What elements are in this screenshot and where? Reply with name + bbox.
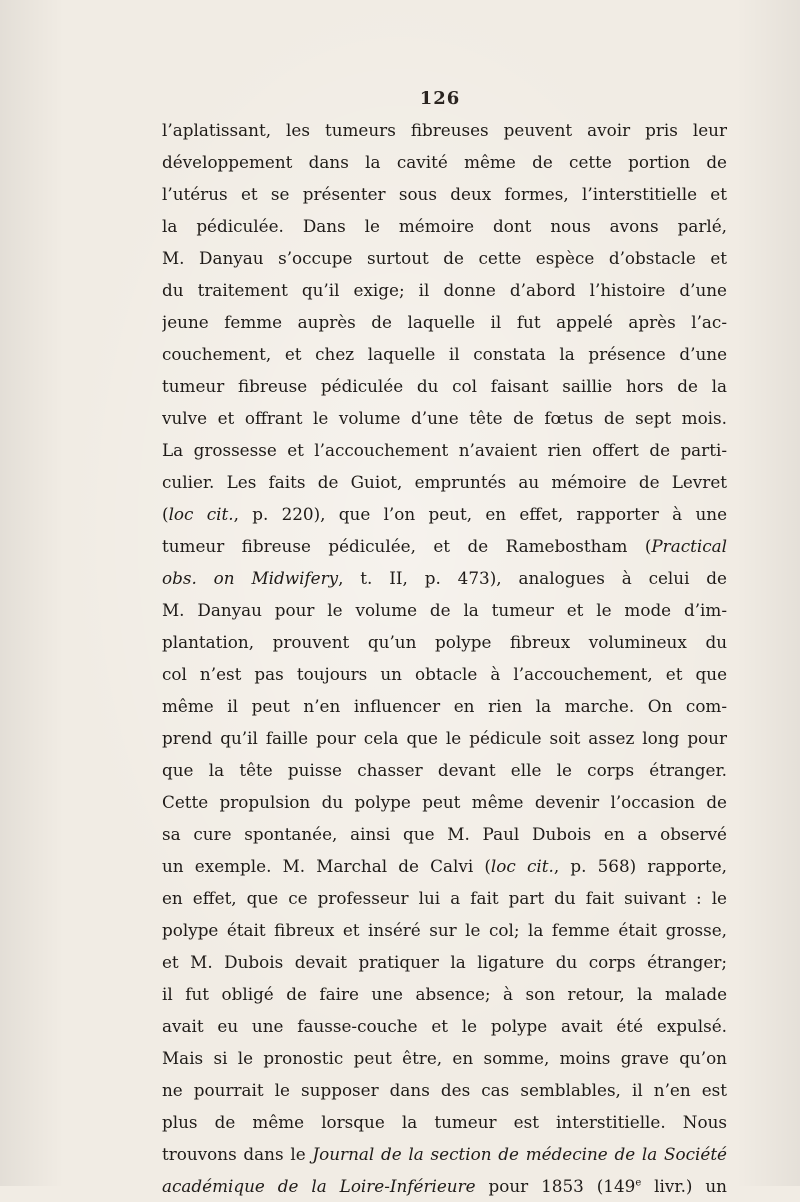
text-line (162, 306, 727, 338)
italic-text-segment: obs. on Midwifery (162, 568, 339, 588)
text-line (162, 402, 727, 434)
text-segment: tumeur fibreuse pédiculée, et de Ramebostham ( (162, 536, 652, 556)
text-segment: et M. Dubois devait pratiquer la ligature du corps étranger; (162, 952, 727, 972)
text-line (162, 594, 727, 626)
text-line (162, 338, 727, 370)
text-segment: du traitement qu’il exige; il donne d’abord l’histoire d’une (162, 280, 727, 300)
text-line (162, 466, 727, 498)
text-line (162, 914, 727, 946)
text-segment: Cette propulsion du polype peut même devenir l’occasion de (162, 792, 727, 812)
text-line (162, 274, 727, 306)
text-line (162, 786, 727, 818)
text-segment: , t. II, p. 473), analogues à celui de (338, 568, 727, 588)
text-line (162, 658, 727, 690)
text-line (162, 1010, 727, 1042)
text-segment: trouvons dans le (162, 1144, 313, 1164)
italic-text-segment: académique de la Loire-Inférieure (162, 1176, 476, 1196)
text-segment: avait eu une fausse-couche et le polype avait été expulsé. (162, 1016, 727, 1036)
text-line (162, 210, 727, 242)
text-line (162, 114, 727, 146)
text-segment: il fut obligé de faire une absence; à son retour, la malade (162, 984, 727, 1004)
text-line (162, 370, 727, 402)
text-segment: M. Danyau pour le volume de la tumeur et le mode d’im- (162, 600, 727, 620)
text-segment: l’aplatissant, les tumeurs fibreuses peuvent avoir pris leur (162, 120, 727, 140)
text-segment: plantation, prouvent qu’un polype fibreux volumineux du (162, 632, 727, 652)
text-line (162, 1170, 727, 1202)
text-segment: développement dans la cavité même de cette portion de (162, 152, 727, 172)
text-segment: même il peut n’en influencer en rien la marche. On com- (162, 696, 727, 716)
text-line (162, 978, 727, 1010)
body-text (162, 114, 727, 1202)
text-segment: tumeur fibreuse pédiculée du col faisant saillie hors de la (162, 376, 727, 396)
text-line (162, 1074, 727, 1106)
text-segment: col n’est pas toujours un obtacle à l’accouchement, et que (162, 664, 727, 684)
text-line (162, 242, 727, 274)
text-segment: plus de même lorsque la tumeur est interstitielle. Nous (162, 1112, 727, 1132)
text-segment: sa cure spontanée, ainsi que M. Paul Dubois en a observé (162, 824, 727, 844)
text-segment: couchement, et chez laquelle il constata la présence d’une (162, 344, 727, 364)
text-segment: ne pourrait le supposer dans des cas semblables, il n’en est (162, 1080, 727, 1100)
text-line (162, 882, 727, 914)
text-segment: culier. Les faits de Guiot, empruntés au mémoire de Levret (162, 472, 727, 492)
text-line (162, 434, 727, 466)
text-segment: La grossesse et l’accouchement n’avaient rien offert de parti- (162, 440, 727, 460)
text-segment: polype était fibreux et inséré sur le col; la femme était grosse, (162, 920, 727, 940)
text-line (162, 626, 727, 658)
text-line (162, 722, 727, 754)
italic-text-segment: loc cit. (168, 504, 234, 524)
text-segment: , p. 220), que l’on peut, en effet, rapporter à une (233, 504, 727, 524)
superscript: e (635, 1177, 642, 1189)
text-segment: M. Danyau s’occupe surtout de cette espèce d’obstacle et (162, 248, 727, 268)
text-line (162, 690, 727, 722)
text-segment: vulve et offrant le volume d’une tête de fœtus de sept mois. (162, 408, 727, 428)
text-line (162, 1138, 727, 1170)
text-segment: Mais si le pronostic peut être, en somme, moins grave qu’on (162, 1048, 727, 1068)
text-segment: livr.) un (641, 1176, 727, 1196)
italic-text-segment: loc cit. (490, 856, 554, 876)
text-line (162, 498, 727, 530)
text-line (162, 1042, 727, 1074)
italic-text-segment: Practical (651, 536, 727, 556)
text-segment: en effet, que ce professeur lui a fait part du fait suivant : le (162, 888, 727, 908)
text-segment: ( (162, 504, 169, 524)
page-number: 126 (419, 88, 461, 109)
text-segment: prend qu’il faille pour cela que le pédicule soit assez long pour (162, 728, 727, 748)
text-line (162, 178, 727, 210)
text-segment: jeune femme auprès de laquelle il fut appelé après l’ac- (162, 312, 727, 332)
italic-text-segment: Journal de la section de médecine de la Société (312, 1144, 727, 1164)
text-line (162, 754, 727, 786)
text-line (162, 818, 727, 850)
text-line (162, 850, 727, 882)
text-segment: l’utérus et se présenter sous deux formes, l’interstitielle et (162, 184, 727, 204)
text-line (162, 530, 727, 562)
text-segment: un exemple. M. Marchal de Calvi ( (162, 856, 491, 876)
text-line (162, 1106, 727, 1138)
text-line (162, 562, 727, 594)
text-line (162, 146, 727, 178)
text-segment: que la tête puisse chasser devant elle le corps étranger. (162, 760, 727, 780)
text-segment: la pédiculée. Dans le mémoire dont nous avons parlé, (162, 216, 727, 236)
text-segment: pour 1853 (149 (475, 1176, 636, 1196)
text-line (162, 946, 727, 978)
text-segment: , p. 568) rapporte, (553, 856, 727, 876)
